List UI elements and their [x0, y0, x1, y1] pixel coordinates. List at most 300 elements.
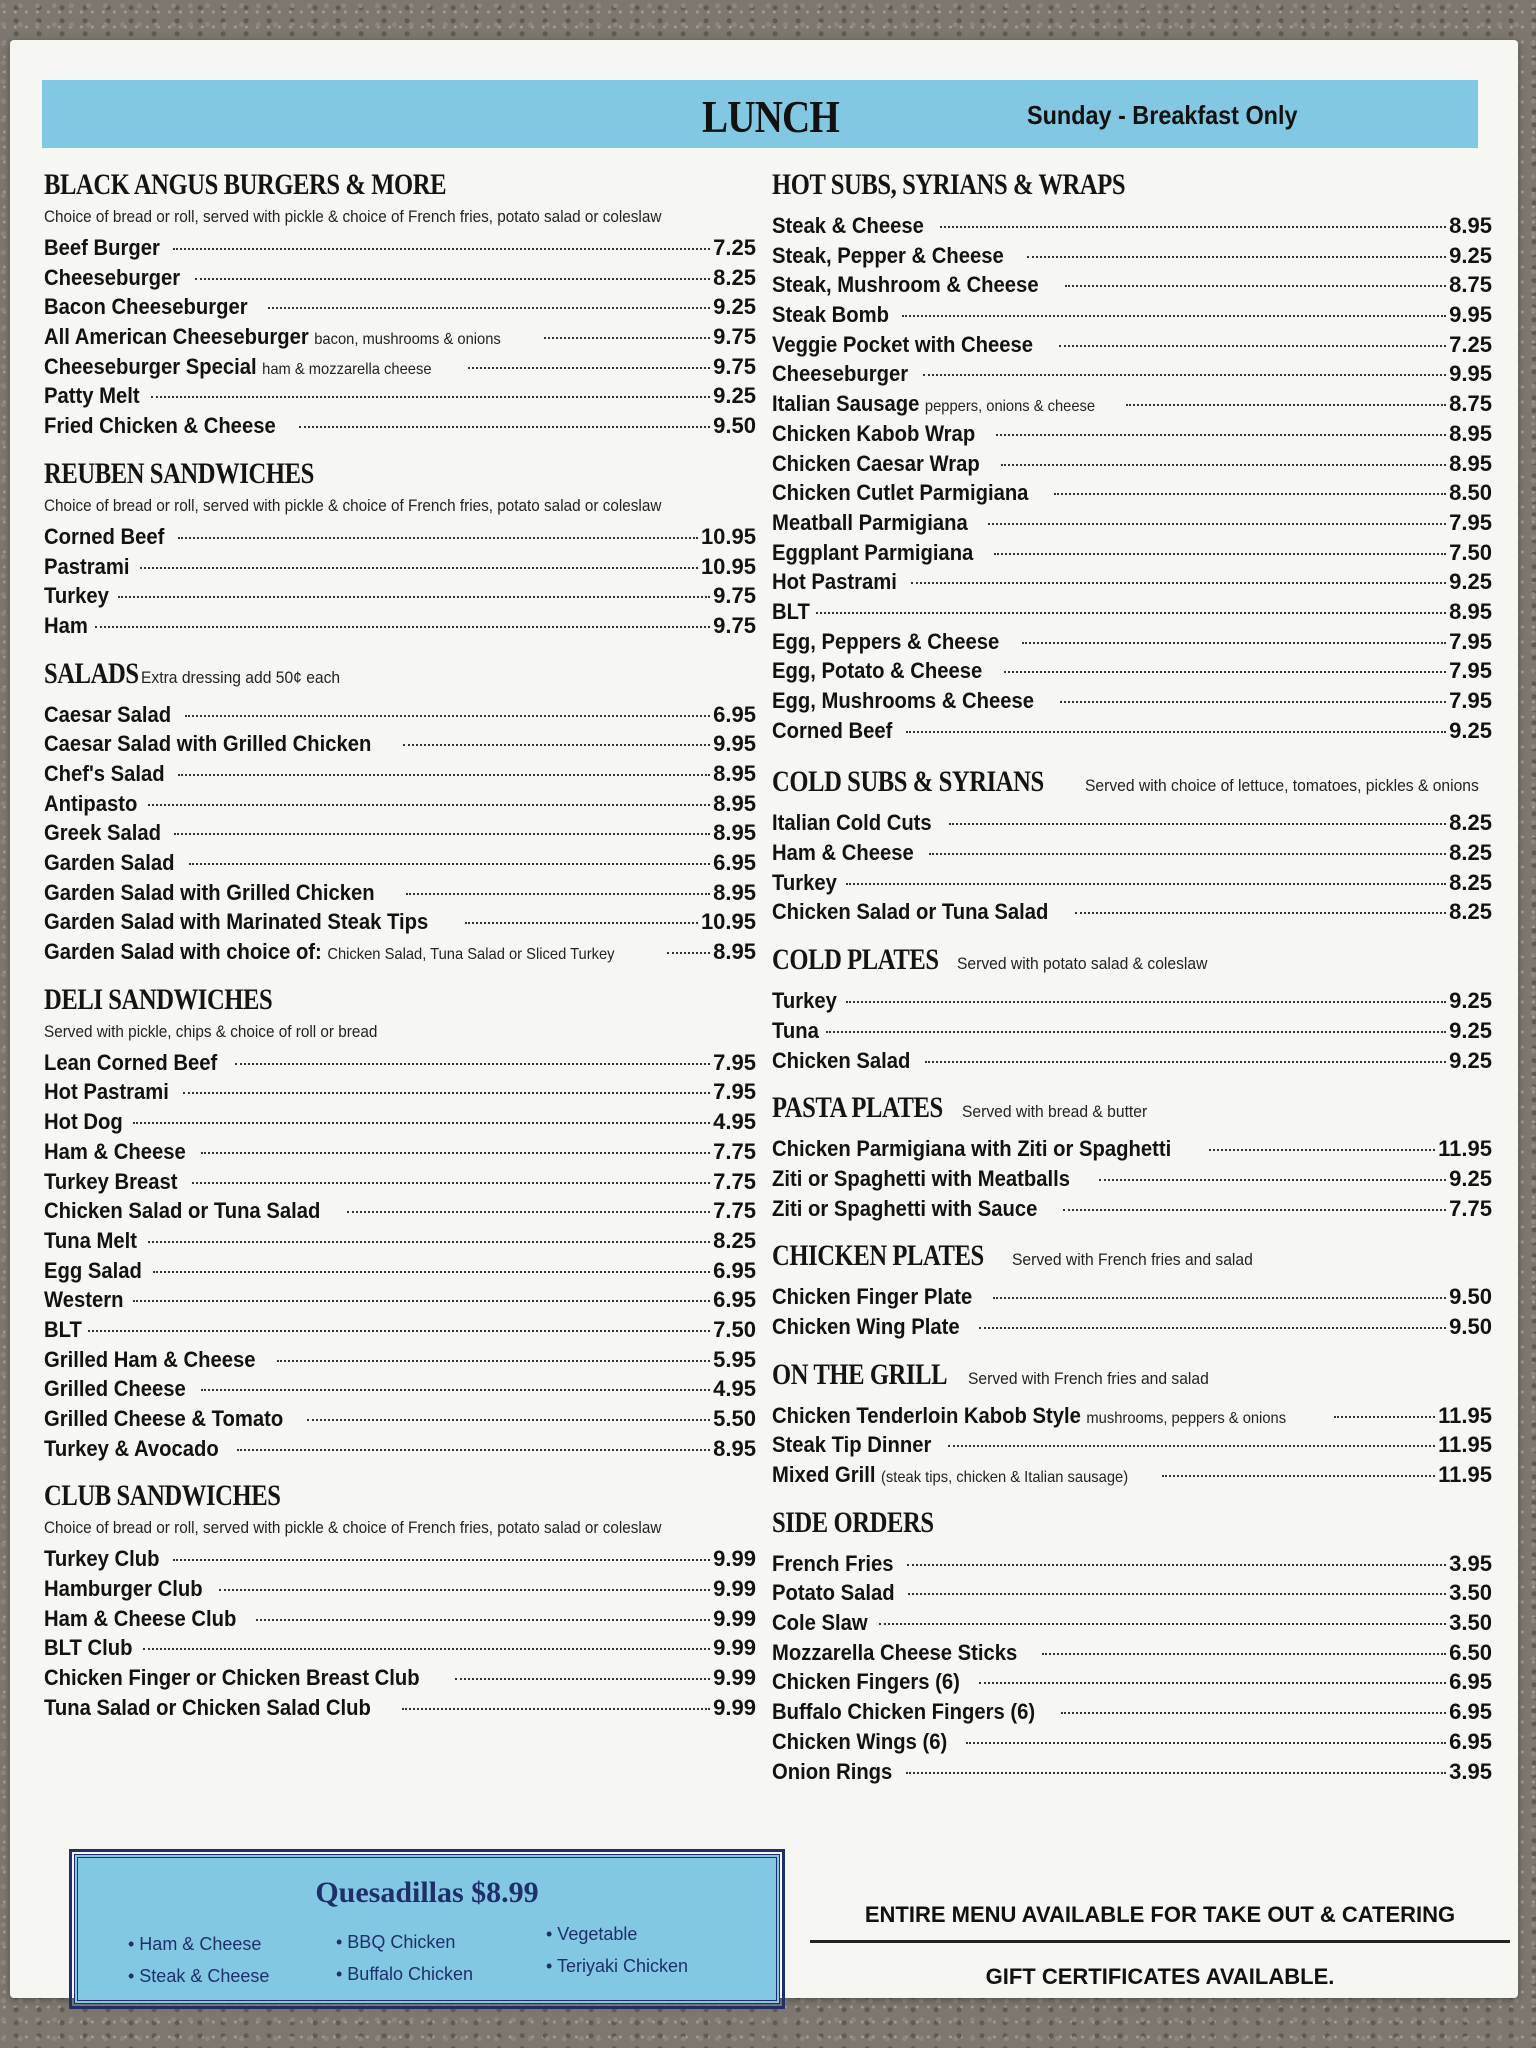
section-title: SIDE ORDERS [772, 1505, 934, 1539]
menu-item-title: Chicken Wings (6) [772, 1728, 948, 1754]
menu-item [772, 1580, 1492, 1610]
menu-item-name [44, 1109, 123, 1135]
menu-item [44, 354, 756, 384]
menu-item-title: Egg, Mushrooms & Cheese [772, 688, 1035, 713]
menu-item-title: Hot Pastrami [44, 1079, 169, 1105]
menu-item [44, 1695, 756, 1725]
dot-leader [1126, 404, 1446, 406]
menu-item [772, 599, 1492, 629]
menu-item-name [772, 510, 968, 536]
section-header [44, 168, 756, 207]
menu-item-name [772, 1314, 960, 1340]
menu-item [44, 880, 756, 910]
menu-item-title: Tuna Melt [44, 1227, 137, 1253]
menu-item-title: Cheeseburger [772, 361, 909, 387]
menu-item-title: Egg, Potato & Cheese [772, 658, 983, 684]
menu-item [772, 1166, 1492, 1196]
menu-item [772, 1432, 1492, 1462]
dot-leader [201, 1152, 710, 1154]
menu-item-title: Turkey [44, 583, 109, 609]
menu-item-title: Meatball Parmigiana [772, 509, 968, 535]
menu-item-title: Chicken Wing Plate [772, 1313, 960, 1339]
menu-item-name [772, 421, 975, 447]
menu-item-title: Chef's Salad [44, 760, 165, 786]
dot-leader [907, 1564, 1446, 1566]
menu-item [772, 1048, 1492, 1078]
menu-item-name [772, 569, 897, 595]
menu-item-price: 8.95 [713, 879, 756, 905]
menu-item-title: Cheeseburger Special [44, 353, 257, 379]
menu-item-title: Corned Beef [44, 523, 165, 549]
menu-item-name [44, 731, 371, 757]
dot-leader [923, 374, 1446, 376]
menu-item-title: Chicken Finger Plate [772, 1284, 973, 1310]
dot-leader [1004, 671, 1447, 673]
menu-item-name [44, 1079, 169, 1105]
menu-item [772, 1669, 1492, 1699]
menu-item-name [44, 1317, 82, 1343]
dot-leader [173, 1559, 711, 1561]
menu-item [772, 213, 1492, 243]
menu-item [44, 265, 756, 295]
menu-item [44, 1376, 756, 1406]
menu-item-title: Grilled Ham & Cheese [44, 1346, 256, 1372]
dot-leader [189, 863, 710, 865]
menu-item-title: Ziti or Spaghetti with Meatballs [772, 1165, 1071, 1191]
dot-leader [1027, 256, 1446, 258]
menu-item [44, 731, 756, 761]
menu-item-price: 8.25 [1449, 899, 1492, 925]
menu-item-list [772, 810, 1492, 929]
menu-item-name [44, 702, 171, 728]
menu-item-name [772, 870, 837, 896]
menu-item [44, 1169, 756, 1199]
quesadillas-list-2 [336, 1932, 473, 1996]
section-note: Served with bread & butter [962, 1102, 1148, 1122]
menu-item-title: Onion Rings [772, 1758, 893, 1784]
menu-item-list [44, 702, 756, 969]
menu-item [44, 554, 756, 584]
menu-item-name [44, 383, 140, 409]
menu-item-title: Steak Tip Dinner [772, 1432, 932, 1458]
section-note: Served with pickle, chips & choice of roll or bread [44, 1021, 378, 1041]
menu-item [772, 540, 1492, 570]
menu-item [772, 1196, 1492, 1226]
menu-item-price: 8.95 [1449, 598, 1492, 624]
menu-item [44, 1050, 756, 1080]
menu-item [44, 1287, 756, 1317]
menu-item-name [772, 1166, 1070, 1192]
menu-item-title: Garden Salad with Marinated Steak Tips [44, 909, 429, 935]
dot-leader [237, 1449, 710, 1451]
menu-item-price: 9.50 [1449, 1284, 1492, 1310]
menu-item [44, 1109, 756, 1139]
menu-section [772, 1091, 1492, 1225]
dot-leader [1059, 345, 1447, 347]
menu-item-price: 7.75 [713, 1198, 756, 1224]
menu-item-price: 7.95 [1449, 658, 1492, 684]
right-column [772, 168, 1492, 1788]
menu-item-name [772, 480, 1028, 506]
menu-item-title: Fried Chicken & Cheese [44, 413, 276, 439]
menu-item [772, 1551, 1492, 1581]
menu-item [44, 235, 756, 265]
menu-item-price: 7.50 [1449, 539, 1492, 565]
dot-leader [902, 315, 1446, 317]
menu-item-name [44, 583, 109, 609]
dot-leader [465, 922, 698, 924]
menu-item-price: 9.95 [1449, 302, 1492, 328]
menu-item-detail: mushrooms, peppers & onions [1086, 1409, 1287, 1427]
menu-item-name [772, 599, 810, 625]
section-note: Choice of bread or roll, served with pickle & choice of French fries, potato salad or coleslaw [44, 1518, 662, 1538]
menu-item-list [44, 1546, 756, 1724]
menu-item-title: Italian Sausage [772, 391, 920, 417]
section-note: Choice of bread or roll, served with pickle & choice of French fries, potato salad or coleslaw [44, 207, 662, 226]
menu-item [44, 1635, 756, 1665]
menu-item [772, 569, 1492, 599]
menu-item-title: Buffalo Chicken Fingers (6) [772, 1699, 1036, 1725]
dot-leader [153, 1271, 710, 1273]
menu-item-name [772, 1018, 819, 1044]
dot-leader [1063, 1209, 1446, 1211]
menu-item-name [44, 880, 375, 906]
menu-item-price: 8.75 [1449, 272, 1492, 298]
menu-item-price: 8.50 [1449, 480, 1492, 506]
menu-item-title: All American Cheeseburger [44, 324, 309, 350]
menu-item-title: Turkey & Avocado [44, 1435, 219, 1461]
menu-item-price: 9.99 [713, 1635, 756, 1661]
menu-item [772, 629, 1492, 659]
menu-item-title: Grilled Cheese [44, 1376, 186, 1402]
menu-item [44, 702, 756, 732]
menu-item-price: 3.95 [1449, 1550, 1492, 1576]
menu-item-name [44, 1287, 123, 1313]
menu-item-price: 9.99 [713, 1665, 756, 1691]
section-header [44, 657, 756, 696]
menu-item [772, 1314, 1492, 1344]
menu-item-price: 6.95 [1449, 1699, 1492, 1725]
menu-item-name [44, 1406, 283, 1432]
lunch-banner [42, 80, 1478, 148]
menu-item-price: 9.95 [713, 731, 756, 757]
menu-item-price: 9.99 [713, 1546, 756, 1572]
menu-item [44, 1606, 756, 1636]
menu-item-title: Greek Salad [44, 820, 162, 846]
menu-item-title: Potato Salad [772, 1580, 895, 1606]
menu-item-name [44, 613, 88, 639]
dot-leader [173, 248, 710, 250]
menu-item-detail: (steak tips, chicken & Italian sausage) [881, 1469, 1129, 1486]
menu-item-name [772, 1610, 868, 1636]
menu-item-title: Beef Burger [44, 235, 160, 260]
menu-item-title: Chicken Salad or Tuna Salad [772, 899, 1049, 925]
menu-section [772, 1506, 1492, 1789]
menu-item-price: 8.25 [1449, 869, 1492, 895]
menu-item-price: 9.25 [1449, 569, 1492, 595]
dot-leader [948, 1445, 1435, 1447]
menu-page [10, 40, 1518, 1998]
menu-item [772, 718, 1492, 748]
menu-item-title: Turkey [772, 988, 837, 1014]
menu-item [772, 988, 1492, 1018]
menu-item [772, 302, 1492, 332]
menu-item-price: 7.25 [713, 235, 756, 260]
menu-item [44, 1406, 756, 1436]
dot-leader [133, 1300, 710, 1302]
menu-item-price: 9.99 [713, 1576, 756, 1602]
menu-item [44, 1139, 756, 1169]
section-header [44, 983, 756, 1022]
footer-divider [810, 1940, 1510, 1943]
menu-item-price: 4.95 [713, 1109, 756, 1135]
menu-item-title: Mozzarella Cheese Sticks [772, 1639, 1018, 1665]
dot-leader [192, 1182, 710, 1184]
quesadilla-option: • Steak & Cheese [128, 1966, 270, 1986]
menu-item-price: 3.50 [1449, 1610, 1492, 1636]
menu-item [772, 1284, 1492, 1314]
menu-item-title: Ham & Cheese [44, 1138, 186, 1164]
menu-item [44, 1576, 756, 1606]
section-header [772, 1239, 1492, 1278]
dot-leader [148, 804, 710, 806]
menu-item-name [772, 1551, 893, 1577]
menu-item-price: 9.25 [1449, 242, 1492, 268]
dot-leader [1060, 701, 1446, 703]
menu-item [772, 391, 1492, 421]
menu-item-title: Chicken Caesar Wrap [772, 450, 980, 476]
dot-leader [1065, 285, 1446, 287]
menu-item-price: 9.25 [1449, 1047, 1492, 1073]
quesadilla-option: • Vegetable [546, 1924, 638, 1944]
dot-leader [908, 1593, 1446, 1595]
dot-leader [201, 1389, 710, 1391]
menu-item-name [772, 1196, 1037, 1222]
menu-item-name [772, 391, 1095, 417]
menu-item-price: 9.75 [713, 612, 756, 638]
dot-leader [178, 537, 698, 539]
dot-leader [846, 883, 1447, 885]
menu-item-price: 9.25 [1449, 988, 1492, 1014]
menu-item-title: Antipasto [44, 790, 138, 816]
section-note: Served with choice of lettuce, tomatoes, pickles & onions [1085, 776, 1480, 796]
dot-leader [979, 1682, 1446, 1684]
dot-leader [1099, 1179, 1446, 1181]
menu-item-name [772, 1759, 892, 1785]
quesadillas-list-3 [546, 1924, 688, 1988]
gift-certificates-note: GIFT CERTIFICATES AVAILABLE. [985, 1964, 1335, 1989]
menu-item-list [772, 1551, 1492, 1789]
menu-item-price: 7.95 [1449, 509, 1492, 535]
menu-section [44, 1479, 756, 1724]
menu-item-name [772, 840, 914, 866]
menu-item-name [772, 1136, 1171, 1162]
menu-item [44, 1347, 756, 1377]
dot-leader [1075, 912, 1446, 914]
menu-item [44, 909, 756, 939]
menu-item-price: 7.75 [713, 1138, 756, 1164]
dot-leader [993, 1297, 1447, 1299]
menu-item-list [44, 235, 756, 443]
menu-item-title: Tuna Salad or Chicken Salad Club [44, 1694, 371, 1720]
menu-item [772, 658, 1492, 688]
section-header [772, 943, 1492, 982]
section-title: PASTA PLATES [772, 1091, 943, 1125]
dot-leader [403, 744, 710, 746]
section-title: CHICKEN PLATES [772, 1239, 984, 1273]
menu-item-name [772, 213, 924, 239]
banner-subtitle: Sunday - Breakfast Only [1027, 100, 1298, 130]
section-note: Choice of bread or roll, served with pickle & choice of French fries, potato salad or coleslaw [44, 495, 662, 515]
menu-item-name [44, 294, 248, 320]
menu-item-price: 10.95 [700, 553, 756, 579]
menu-item-name [44, 1376, 186, 1402]
menu-item-name [772, 361, 908, 387]
quesadillas-box [74, 1854, 780, 2004]
menu-item-name [772, 810, 932, 836]
menu-item-name [44, 1139, 186, 1165]
menu-item-price: 8.95 [1449, 450, 1492, 476]
dot-leader [174, 833, 710, 835]
menu-section [44, 457, 756, 643]
section-title: BLACK ANGUS BURGERS & MORE [44, 168, 447, 201]
menu-item-price: 8.25 [1449, 810, 1492, 836]
menu-item-price: 8.95 [1449, 420, 1492, 446]
menu-item-title: Caesar Salad [44, 701, 172, 727]
menu-item-name [44, 1050, 217, 1076]
section-note: Extra dressing add 50¢ each [141, 667, 341, 687]
menu-item-title: Cheeseburger [44, 264, 181, 290]
menu-item-title: BLT [44, 1316, 82, 1342]
menu-item-price: 9.25 [713, 383, 756, 409]
banner-title: LUNCH [702, 91, 839, 142]
menu-item-title: Caesar Salad with Grilled Chicken [44, 731, 372, 757]
menu-item-title: Steak Bomb [772, 302, 889, 328]
menu-section [772, 765, 1492, 929]
menu-item-title: Chicken Kabob Wrap [772, 420, 976, 446]
menu-item-title: French Fries [772, 1550, 894, 1576]
dot-leader [455, 1678, 710, 1680]
section-title: DELI SANDWICHES [44, 982, 273, 1016]
menu-item-price: 7.95 [1449, 688, 1492, 713]
left-column [44, 168, 756, 1725]
menu-item-name [44, 1665, 420, 1691]
menu-item [44, 1228, 756, 1258]
menu-item [772, 810, 1492, 840]
section-header [772, 1091, 1492, 1130]
dot-leader [235, 1063, 710, 1065]
menu-item-price: 7.75 [1449, 1195, 1492, 1221]
dot-leader [940, 226, 1446, 228]
menu-item-detail: bacon, mushrooms & onions [314, 331, 501, 349]
menu-item-price: 4.95 [713, 1376, 756, 1402]
menu-item [772, 1610, 1492, 1640]
menu-item-title: Ham & Cheese [772, 840, 914, 866]
menu-item-title: Mixed Grill [772, 1462, 876, 1487]
dot-leader [949, 823, 1447, 825]
dot-leader [256, 1619, 710, 1621]
dot-leader [826, 1031, 1446, 1033]
menu-item-detail: Chicken Salad, Tuna Salad or Sliced Turkey [327, 946, 615, 964]
menu-item-name [772, 629, 999, 655]
menu-item-title: Garden Salad with Grilled Chicken [44, 879, 375, 905]
menu-item [44, 1258, 756, 1288]
menu-item-title: Cole Slaw [772, 1610, 868, 1636]
menu-item-title: Chicken Fingers (6) [772, 1669, 960, 1695]
menu-item-title: Bacon Cheeseburger [44, 294, 248, 320]
menu-item-title: Turkey [772, 869, 837, 895]
menu-item [44, 1079, 756, 1109]
dot-leader [1162, 1475, 1435, 1477]
menu-item-price: 6.95 [713, 850, 756, 875]
menu-item [44, 1546, 756, 1576]
section-title: COLD PLATES [772, 943, 939, 977]
menu-item [44, 850, 756, 880]
dot-leader [143, 1648, 710, 1650]
menu-item-name [44, 324, 501, 350]
menu-item-price: 9.25 [1449, 717, 1492, 743]
menu-item [44, 761, 756, 791]
menu-item [772, 1462, 1492, 1492]
menu-item-title: Pastrami [44, 553, 130, 579]
section-title: HOT SUBS, SYRIANS & WRAPS [772, 168, 1126, 201]
menu-item-title: Hot Pastrami [772, 569, 897, 595]
menu-item-name [44, 524, 164, 550]
dot-leader [95, 626, 710, 628]
section-header [772, 765, 1492, 804]
menu-item-name [44, 1228, 137, 1254]
menu-item [772, 1018, 1492, 1048]
section-header [772, 1358, 1492, 1397]
menu-item-title: Corned Beef [772, 717, 893, 743]
menu-item [772, 361, 1492, 391]
menu-item-title: Tuna [772, 1017, 819, 1043]
menu-item [772, 451, 1492, 481]
menu-item-price: 10.95 [700, 523, 756, 549]
menu-item [772, 870, 1492, 900]
dot-leader [816, 612, 1446, 614]
menu-item-name [772, 302, 889, 328]
menu-item-name [772, 243, 1004, 269]
quesadilla-option: • Teriyaki Chicken [546, 1956, 689, 1976]
menu-item-name [44, 1606, 236, 1632]
menu-item-price: 9.99 [713, 1694, 756, 1720]
menu-item-price: 11.95 [1438, 1402, 1492, 1428]
menu-item-price: 6.50 [1449, 1639, 1492, 1665]
menu-section [772, 168, 1492, 747]
menu-item [772, 421, 1492, 451]
menu-item-name [44, 554, 130, 580]
menu-item-title: Turkey Club [44, 1546, 160, 1572]
menu-item [44, 1665, 756, 1695]
menu-section [772, 1358, 1492, 1492]
menu-item-name [772, 332, 1033, 358]
menu-item-price: 9.99 [713, 1605, 756, 1631]
menu-item-title: Egg, Peppers & Cheese [772, 628, 1000, 654]
dot-leader [911, 582, 1446, 584]
quesadillas-list-1 [128, 1934, 269, 1998]
menu-item-title: Chicken Tenderloin Kabob Style [772, 1402, 1081, 1428]
menu-item-price: 11.95 [1438, 1462, 1492, 1487]
menu-item-price: 9.50 [713, 413, 756, 439]
menu-item [772, 1729, 1492, 1759]
menu-item-price: 9.25 [1449, 1165, 1492, 1191]
menu-item-name [44, 354, 432, 380]
dot-leader [994, 553, 1446, 555]
section-note: Served with French fries and salad [1012, 1250, 1254, 1270]
dot-leader [1054, 493, 1446, 495]
menu-item [44, 820, 756, 850]
